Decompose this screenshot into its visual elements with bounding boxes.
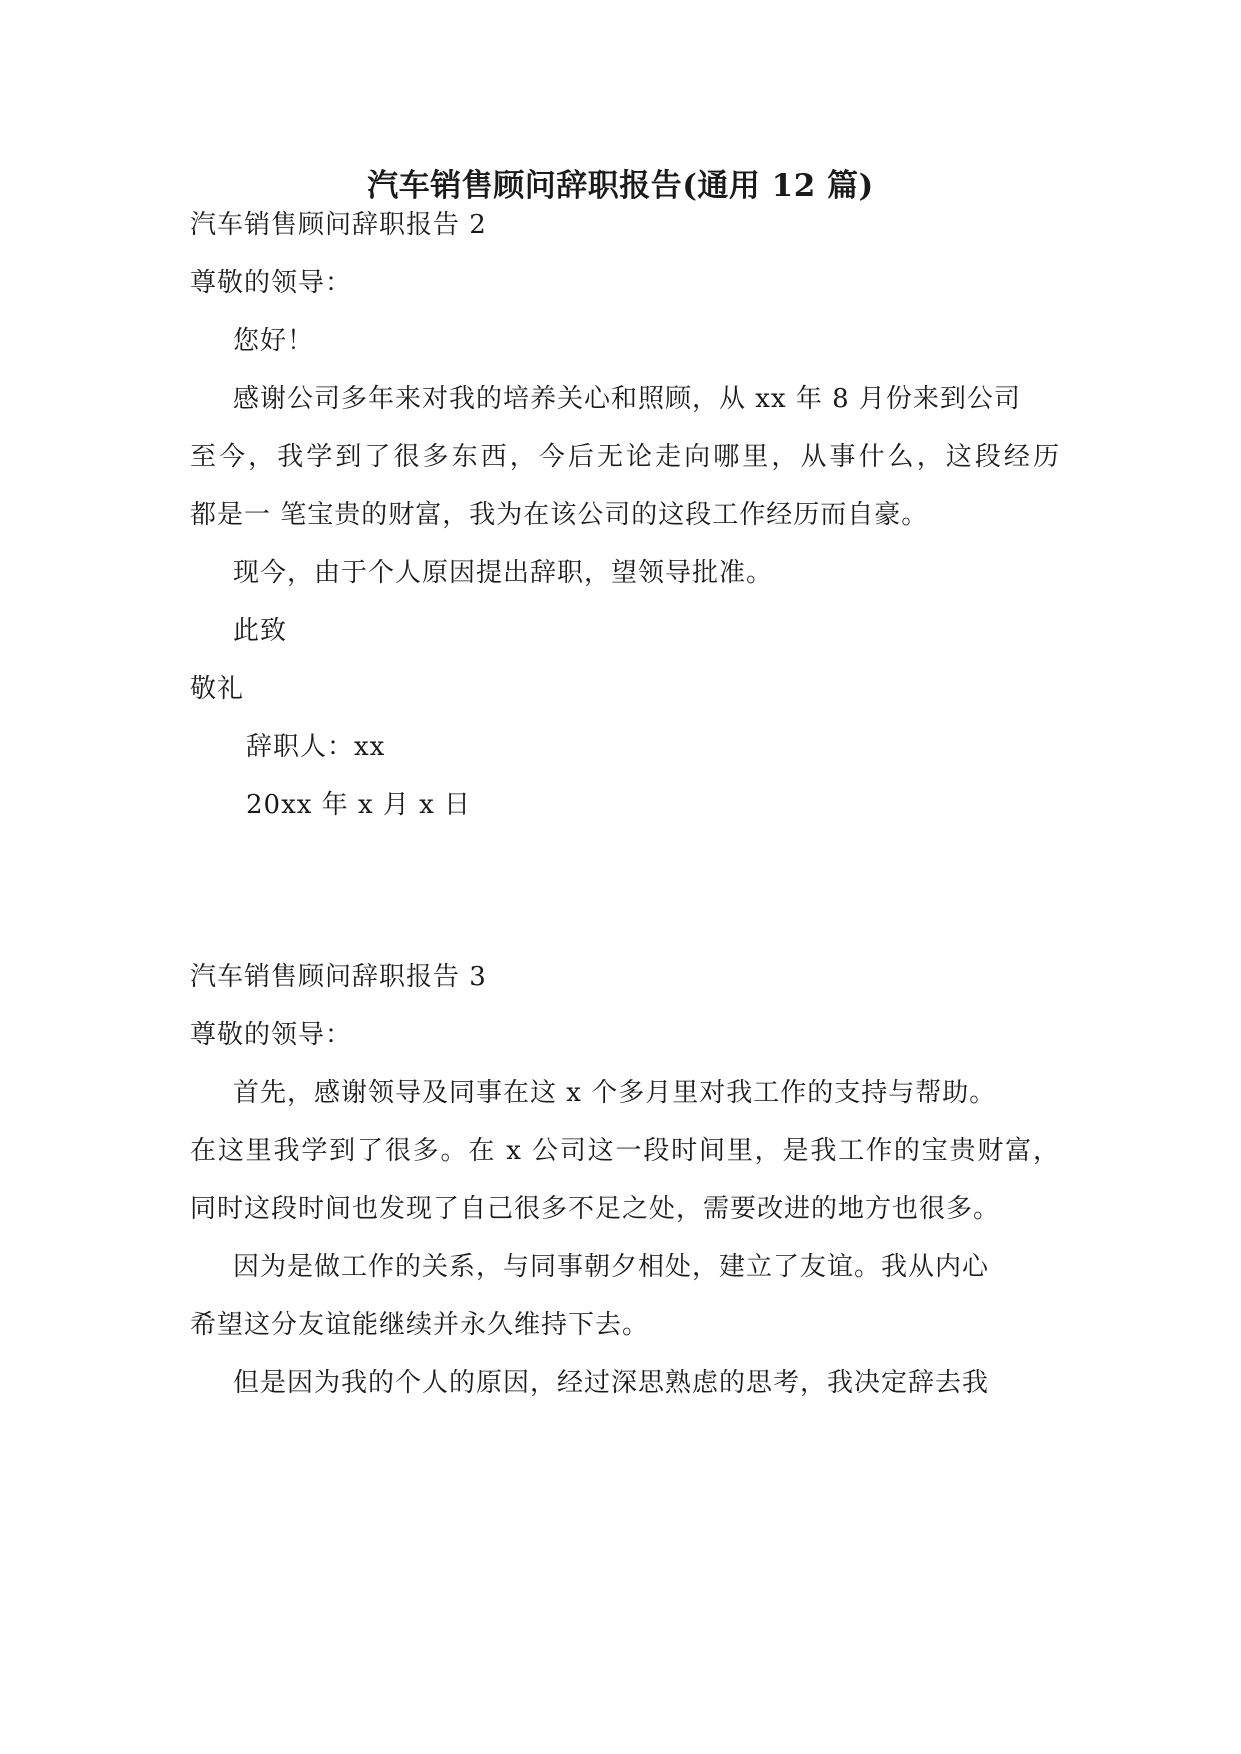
report3-paragraph3-line1: 但是因为我的个人的原因，经过深思熟虑的思考，我决定辞去我	[233, 1368, 990, 1398]
report2-greeting: 您好！	[233, 326, 315, 356]
report2-paragraph1-line2: 至今，我学到了很多东西，今后无论走向哪里，从事什么，这段经历	[190, 442, 1060, 472]
report3-paragraph1-line2: 在这里我学到了很多。在 x 公司这一段时间里，是我工作的宝贵财富，	[190, 1136, 1060, 1166]
report2-salutation: 尊敬的领导：	[190, 268, 353, 298]
report2-heading: 汽车销售顾问辞职报告 2	[190, 210, 487, 240]
report2-paragraph1-line1: 感谢公司多年来对我的培养关心和照顾，从 xx 年 8 月份来到公司	[233, 384, 1021, 414]
report2-paragraph1-line3: 都是一 笔宝贵的财富，我为在该公司的这段工作经历而自豪。	[190, 500, 929, 530]
report3-paragraph2-line2: 希望这分友谊能继续并永久维持下去。	[190, 1310, 650, 1340]
report3-heading: 汽车销售顾问辞职报告 3	[190, 962, 487, 992]
document-title: 汽车销售顾问辞职报告(通用 12 篇)	[367, 168, 874, 204]
report3-paragraph1-line1: 首先，感谢领导及同事在这 x 个多月里对我工作的支持与帮助。	[233, 1078, 997, 1108]
report2-paragraph2: 现今，由于个人原因提出辞职，望领导批准。	[233, 558, 774, 588]
report3-paragraph1-line3: 同时这段时间也发现了自己很多不足之处，需要改进的地方也很多。	[190, 1194, 1001, 1224]
report3-salutation: 尊敬的领导：	[190, 1020, 353, 1050]
report3-paragraph2-line1: 因为是做工作的关系，与同事朝夕相处，建立了友谊。我从内心	[233, 1252, 990, 1282]
report2-closing-cizhi: 此致	[233, 616, 288, 646]
report2-signer: 辞职人：xx	[246, 732, 386, 762]
report2-date: 20xx 年 x 月 x 日	[246, 790, 472, 820]
report2-closing-jingli: 敬礼	[190, 674, 245, 704]
